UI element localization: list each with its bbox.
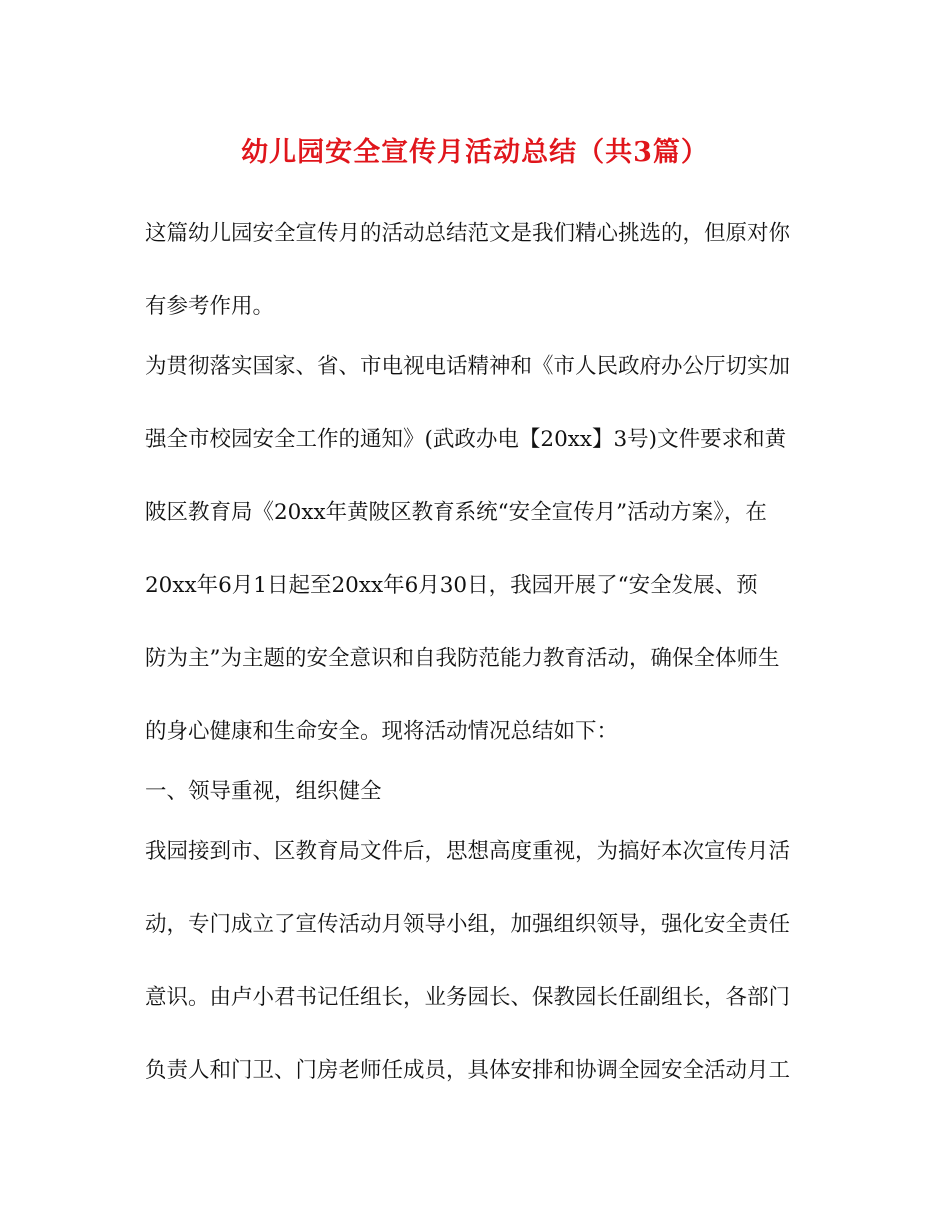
body-line: 的身心健康和生命安全。现将活动情况总结如下： (145, 719, 619, 744)
section-heading: 一、领导重视，组织健全 (145, 779, 382, 804)
body-line: 这篇幼儿园安全宣传月的活动总结范文是我们精心挑选的，但原对你 (145, 221, 791, 246)
body-line: 防为主”为主题的安全意识和自我防范能力教育活动，确保全体师生 (145, 646, 780, 671)
body-line: 动，专门成立了宣传活动月领导小组，加强组织领导，强化安全责任 (145, 912, 791, 937)
body-line: 意识。由卢小君书记任组长，业务园长、保教园长任副组长，各部门 (145, 985, 791, 1010)
body-line: 我园接到市、区教育局文件后，思想高度重视，为搞好本次宣传月活 (145, 839, 791, 864)
body-line: 负责人和门卫、门房老师任成员，具体安排和协调全园安全活动月工 (145, 1058, 791, 1083)
body-line: 为贯彻落实国家、省、市电视电话精神和《市人民政府办公厅切实加 (145, 354, 791, 379)
body-line: 有参考作用。 (145, 294, 275, 319)
body-line: 陂区教育局《20xx年黄陂区教育系统“安全宣传月”活动方案》，在 (145, 500, 767, 525)
document-title: 幼儿园安全宣传月活动总结（共3篇） (241, 137, 709, 168)
body-line: 20xx年6月1日起至20xx年6月30日，我园开展了“安全发展、预 (145, 573, 758, 598)
body-line: 强全市校园安全工作的通知》(武政办电【20xx】3号)文件要求和黄 (145, 427, 787, 452)
